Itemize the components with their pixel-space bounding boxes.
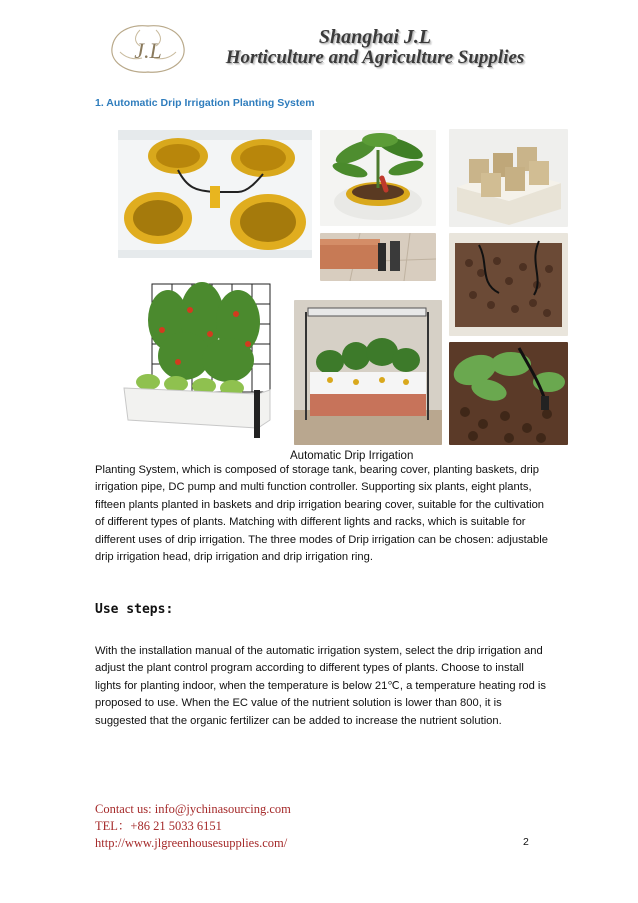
- logo-text: J.L: [134, 38, 162, 63]
- use-steps-heading: Use steps:: [95, 602, 174, 617]
- footer-contact-email[interactable]: Contact us: info@jychinasourcing.com: [95, 802, 291, 816]
- company-name-line2: Horticulture and Agriculture Supplies: [225, 47, 525, 68]
- photo-square-pots-tray: [449, 129, 568, 227]
- footer-telephone: TEL：+86 21 5033 6151: [95, 819, 222, 833]
- use-steps-paragraph: With the installation manual of the automatic irrigation system, select the drip irrigation and adjust the plant control program according to different types of plants. Choose to install lights for planting indoor, when the temperature is below 21℃, a temperature heating rod is proposed to use. When the EC value of the nutrient solution is lower than 800, it is suggested that the organic fertilizer can be added to increase the nutrient solution.: [95, 645, 547, 727]
- section-heading: 1. Automatic Drip Irrigation Planting System: [95, 97, 315, 109]
- description-paragraph: Planting System, which is composed of storage tank, bearing cover, planting baskets, drip irrigation pipe, DC pump and multi function controller. Supporting six plants, eight plants, fifteen plants planted in baskets and drip irrigation bearing cover, suitable for the cultivation of different types of plants. Matching with different lights and racks, which is suitable for different uses of drip irrigation. The three modes of Drip irrigation can be chosen: adjustable drip irrigation head, drip irrigation and drip irrigation ring.: [95, 464, 548, 564]
- photo-tomato-trellis-planter: [118, 270, 286, 445]
- photo-drip-emitter-seedlings: [449, 342, 568, 445]
- photo-baskets-top-view: [118, 130, 312, 258]
- photo-pepper-plant: [320, 130, 436, 226]
- company-logo: [100, 22, 196, 78]
- footer-website-link[interactable]: http://www.jlgreenhousesupplies.com/: [95, 836, 288, 850]
- photo-clay-pebbles-drip: [449, 233, 568, 336]
- photo-planter-on-tiles: [320, 233, 436, 281]
- company-name: [200, 26, 550, 69]
- figure-caption: Automatic Drip Irrigation: [290, 450, 414, 462]
- footer-contact-block: [95, 801, 291, 852]
- company-name-line1: Shanghai J.L: [318, 26, 432, 48]
- photo-indoor-grow-light-stand: [294, 300, 442, 445]
- page-number: 2: [523, 836, 529, 848]
